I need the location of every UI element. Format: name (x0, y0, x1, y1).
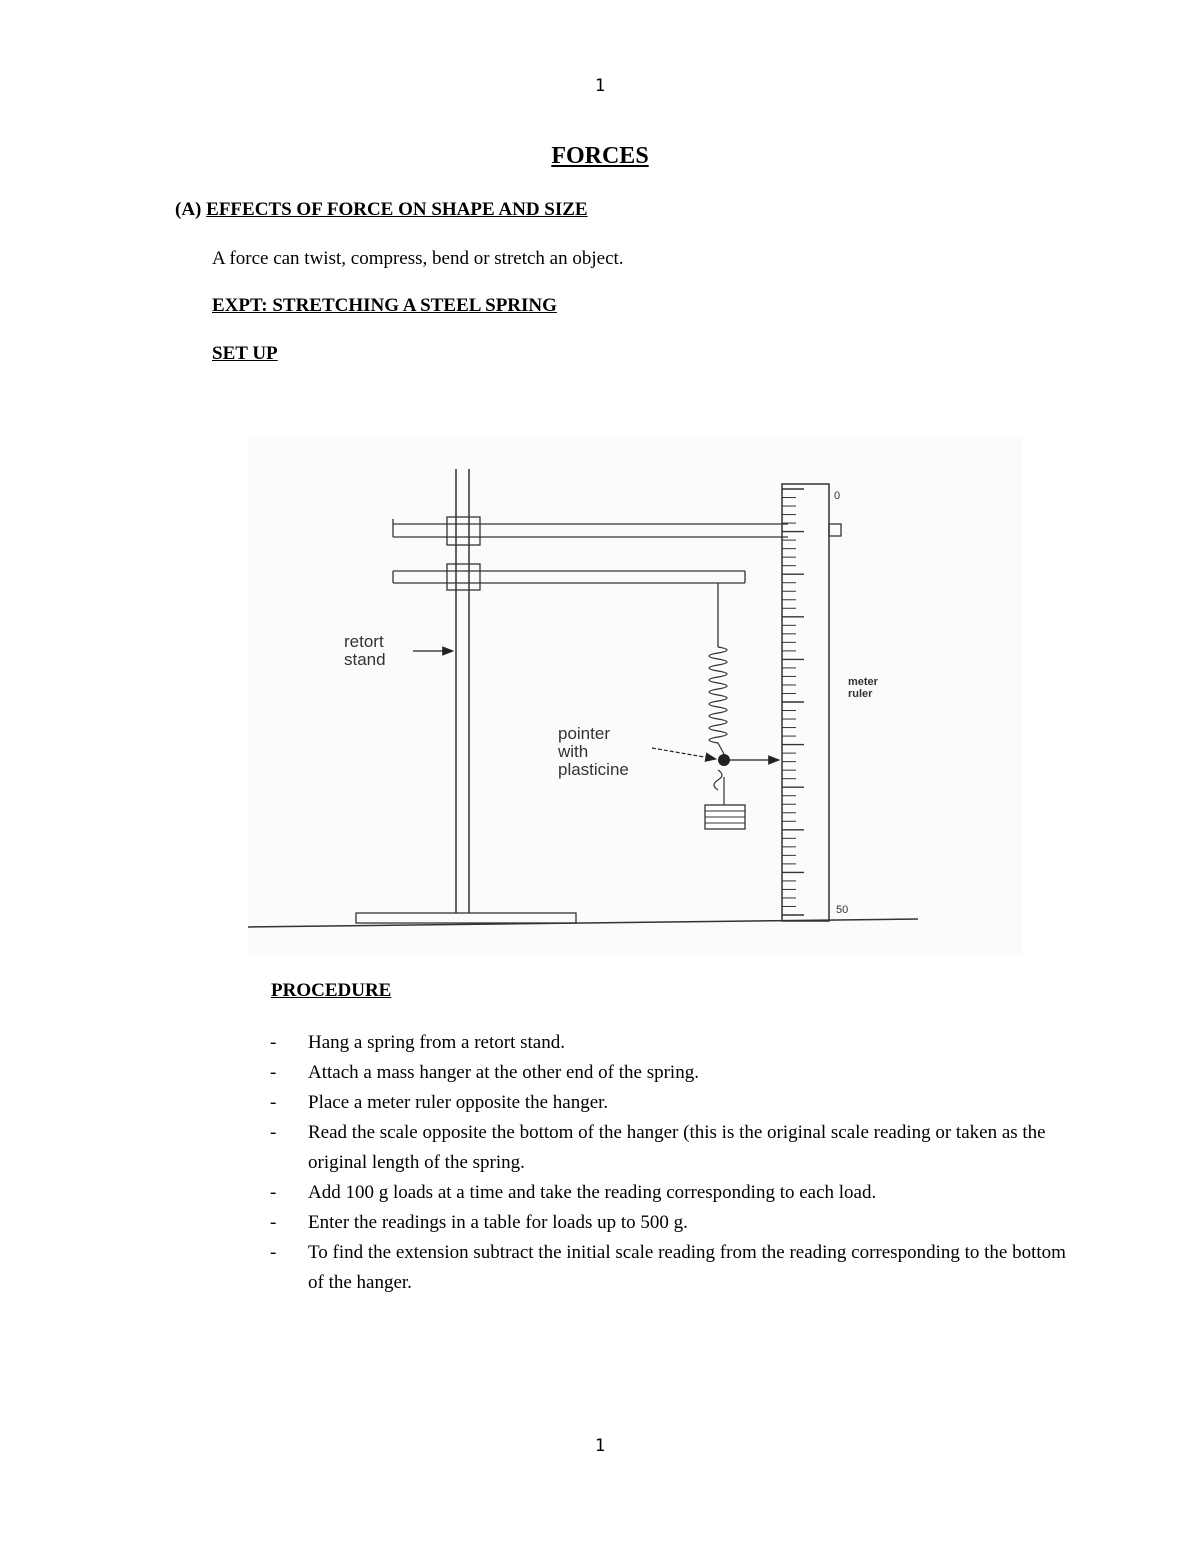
procedure-step-text: Add 100 g loads at a time and take the reading corresponding to each load. (308, 1182, 877, 1203)
procedure-step (270, 1178, 1070, 1208)
scale-bottom-label: 50 (836, 904, 849, 916)
ruler-label-1: meter (848, 676, 878, 688)
procedure-heading (271, 980, 391, 1002)
procedure-step (270, 1208, 1070, 1238)
ruler-label-2: ruler (848, 688, 873, 700)
list-marker: - (270, 1212, 277, 1233)
retort-label-2: stand (344, 650, 386, 669)
procedure-step-text: To find the extension subtract the initial scale reading from the reading corresponding to the bottom of the hanger. (308, 1242, 1066, 1293)
section-a-prefix: (A) (175, 199, 202, 220)
pointer-label-1: pointer (558, 724, 610, 743)
experiment-heading-text: EXPT: STRETCHING A STEEL SPRING (212, 295, 557, 316)
list-marker: - (270, 1092, 277, 1113)
list-marker: - (270, 1032, 277, 1053)
list-marker: - (270, 1182, 277, 1203)
page-number-bottom: 1 (594, 1436, 606, 1456)
page-title: FORCES (551, 143, 649, 169)
pointer-label-2: with (558, 742, 589, 761)
procedure-step-text: Attach a mass hanger at the other end of the spring. (308, 1062, 699, 1083)
setup-heading (212, 343, 278, 365)
procedure-step (270, 1118, 1070, 1178)
procedure-list (270, 1028, 1070, 1298)
intro-text: A force can twist, compress, bend or stretch an object. (212, 248, 624, 269)
procedure-step (270, 1058, 1070, 1088)
experiment-heading (212, 295, 557, 317)
procedure-step-text: Place a meter ruler opposite the hanger. (308, 1092, 609, 1113)
procedure-step (270, 1028, 1070, 1058)
retort-label-1: retort (344, 632, 384, 651)
section-a-heading (175, 199, 588, 221)
list-marker: - (270, 1062, 277, 1083)
procedure-step (270, 1238, 1070, 1298)
list-marker: - (270, 1242, 277, 1263)
page-number-top: 1 (594, 76, 606, 96)
procedure-step (270, 1088, 1070, 1118)
procedure-step-text: Read the scale opposite the bottom of the hanger (this is the original scale reading or taken as the original length of the spring. (308, 1122, 1046, 1173)
procedure-heading-text: PROCEDURE (271, 980, 392, 1001)
procedure-step-text: Hang a spring from a retort stand. (308, 1032, 565, 1053)
procedure-step-text: Enter the readings in a table for loads up to 500 g. (308, 1212, 688, 1233)
list-marker: - (270, 1122, 277, 1143)
spring-setup-diagram (248, 437, 1023, 955)
scale-top-label: 0 (834, 490, 841, 502)
section-a-title: EFFECTS OF FORCE ON SHAPE AND SIZE (206, 199, 588, 220)
pointer-label-3: plasticine (558, 760, 629, 779)
setup-heading-text: SET UP (212, 343, 278, 364)
